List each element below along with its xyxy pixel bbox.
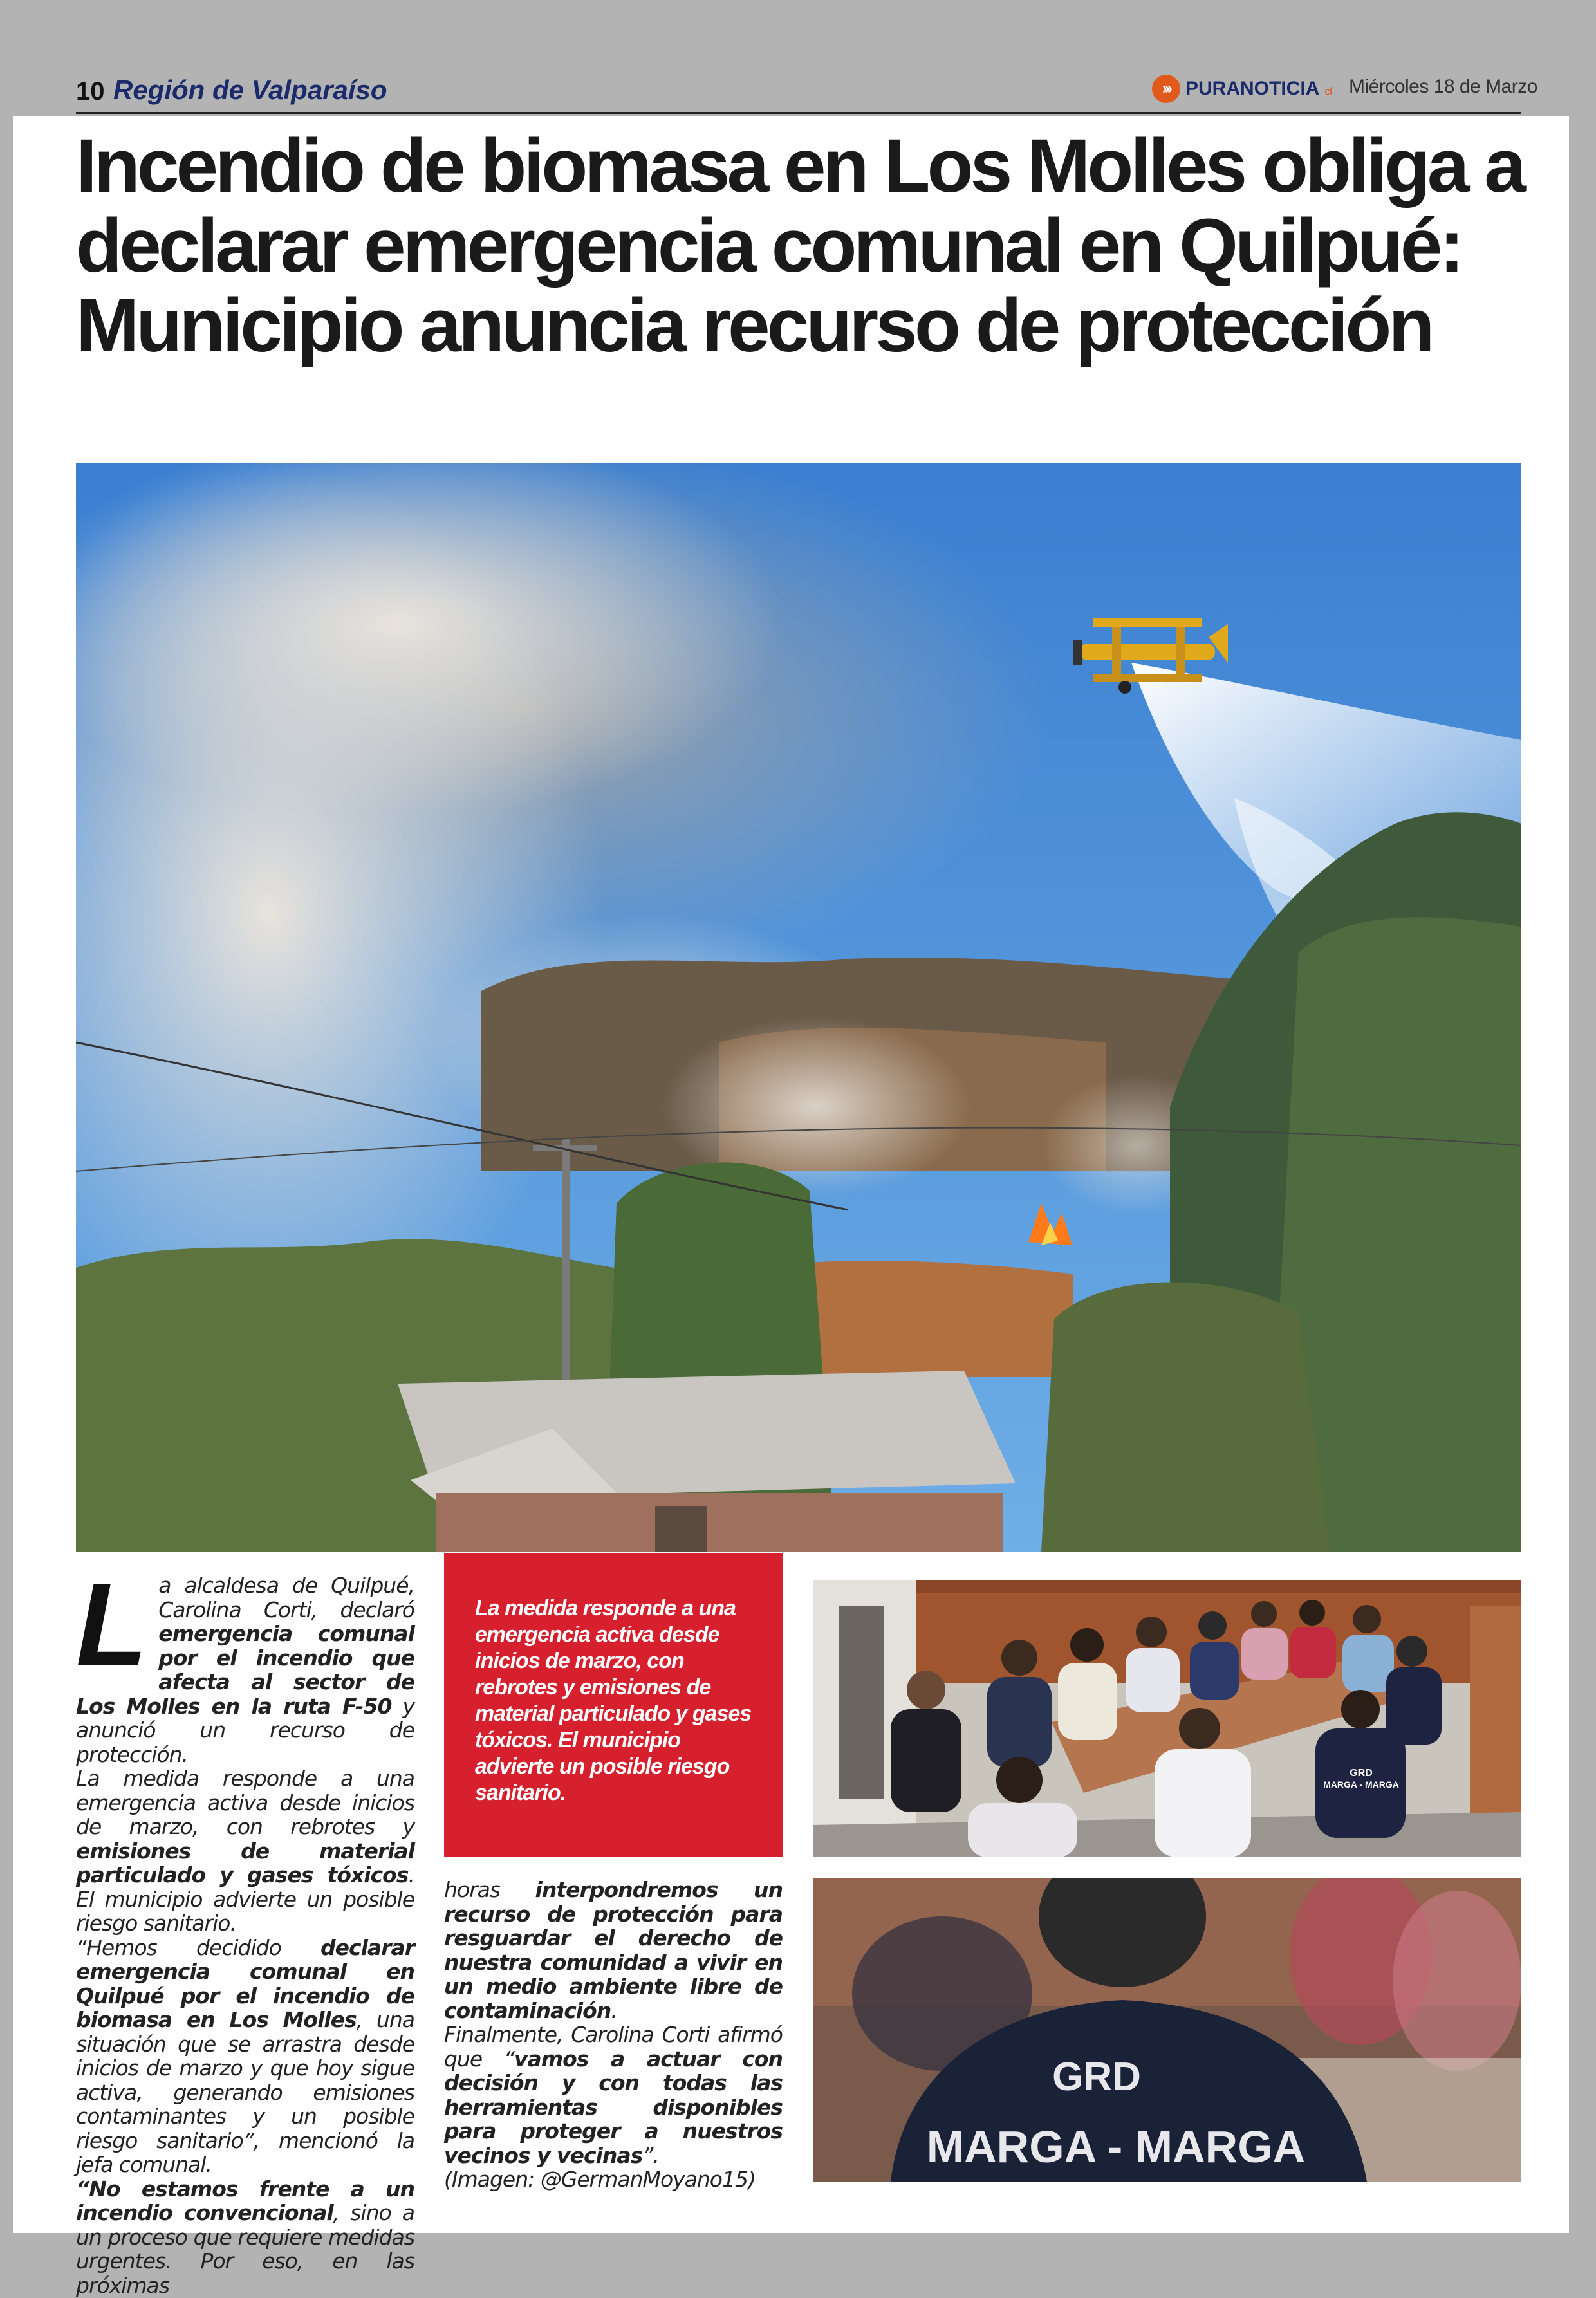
issue-date: Miércoles 18 de Marzo	[1349, 76, 1537, 97]
pull-quote-box	[444, 1553, 783, 1857]
header-divider	[76, 112, 1521, 114]
paragraph-5: horas interpondremos un recurso de protección para resguardar el derecho de nuestra comunidad a vivir en un medio ambiente libre de contaminación.	[444, 1877, 783, 2023]
wildfire-photo	[76, 463, 1521, 1552]
publication-logo[interactable]	[1152, 75, 1332, 103]
meeting-photo	[813, 1580, 1521, 1857]
photo-credit: (Imagen: @GermanMoyano15)	[444, 2167, 756, 2192]
section-title: Región de Valparaíso	[113, 75, 387, 105]
logo-tld: cl	[1324, 86, 1332, 97]
small-jacket-text-1: GRD	[1350, 1768, 1373, 1779]
article-column-1	[76, 1559, 414, 2298]
pull-quote: La medida responde a una emergencia activa desde inicios de marzo, con rebrotes y emisiones de material particulado y gases tóxicos. El municipio advierte un posible riesgo sanitario.	[475, 1596, 752, 1805]
paragraph-6: Finalmente, Carolina Corti afirmó que “vamos a actuar con decisión y con todas las herramientas disponibles para proteger a nuestros vecinos y vecinas”.	[444, 2022, 783, 2168]
paragraph-2: La medida responde a una emergencia activa desde inicios de marzo, con rebrotes y emisiones de material particulado y gases tóxicos. El municipio advierte un posible riesgo sanitario.	[76, 1766, 414, 1936]
jacket-text-2: MARGA - MARGA	[926, 2122, 1306, 2172]
logo-chevrons-icon: ›››	[1152, 75, 1180, 103]
page-number: 10	[76, 77, 105, 106]
paragraph-3: “Hemos decidido declarar emergencia comunal en Quilpué por el incendio de biomasa en Los Molles, una situación que se arrastra desde inicios de marzo y que hoy sigue activa, generando emisiones contaminantes y un posible riesgo sanitario”, mencionó la jefa comunal.	[76, 1934, 414, 2177]
jacket-text-1: GRD	[1052, 2055, 1141, 2099]
paragraph-1: a alcaldesa de Quilpué, Carolina Corti, declaró emergencia comunal por el incendio que afecta al sector de Los Molles en la ruta F-50 y anunció un recurso de protección.	[76, 1573, 414, 1767]
article-column-2	[444, 1878, 783, 2192]
paragraph-4: “No estamos frente a un incendio convencional, sino a un proceso que requiere medidas urgentes. Por eso, en las próximas	[76, 2176, 414, 2298]
drop-cap: L	[76, 1559, 147, 1690]
grd-jacket-photo	[813, 1878, 1521, 2182]
article-headline: Incendio de biomasa en Los Molles obliga a declarar emergencia comunal en Quilpué: Municipio anuncia recurso de protección	[76, 124, 1523, 368]
logo-name: PURANOTICIA	[1185, 78, 1320, 99]
small-jacket-text-2: MARGA - MARGA	[1323, 1779, 1399, 1790]
